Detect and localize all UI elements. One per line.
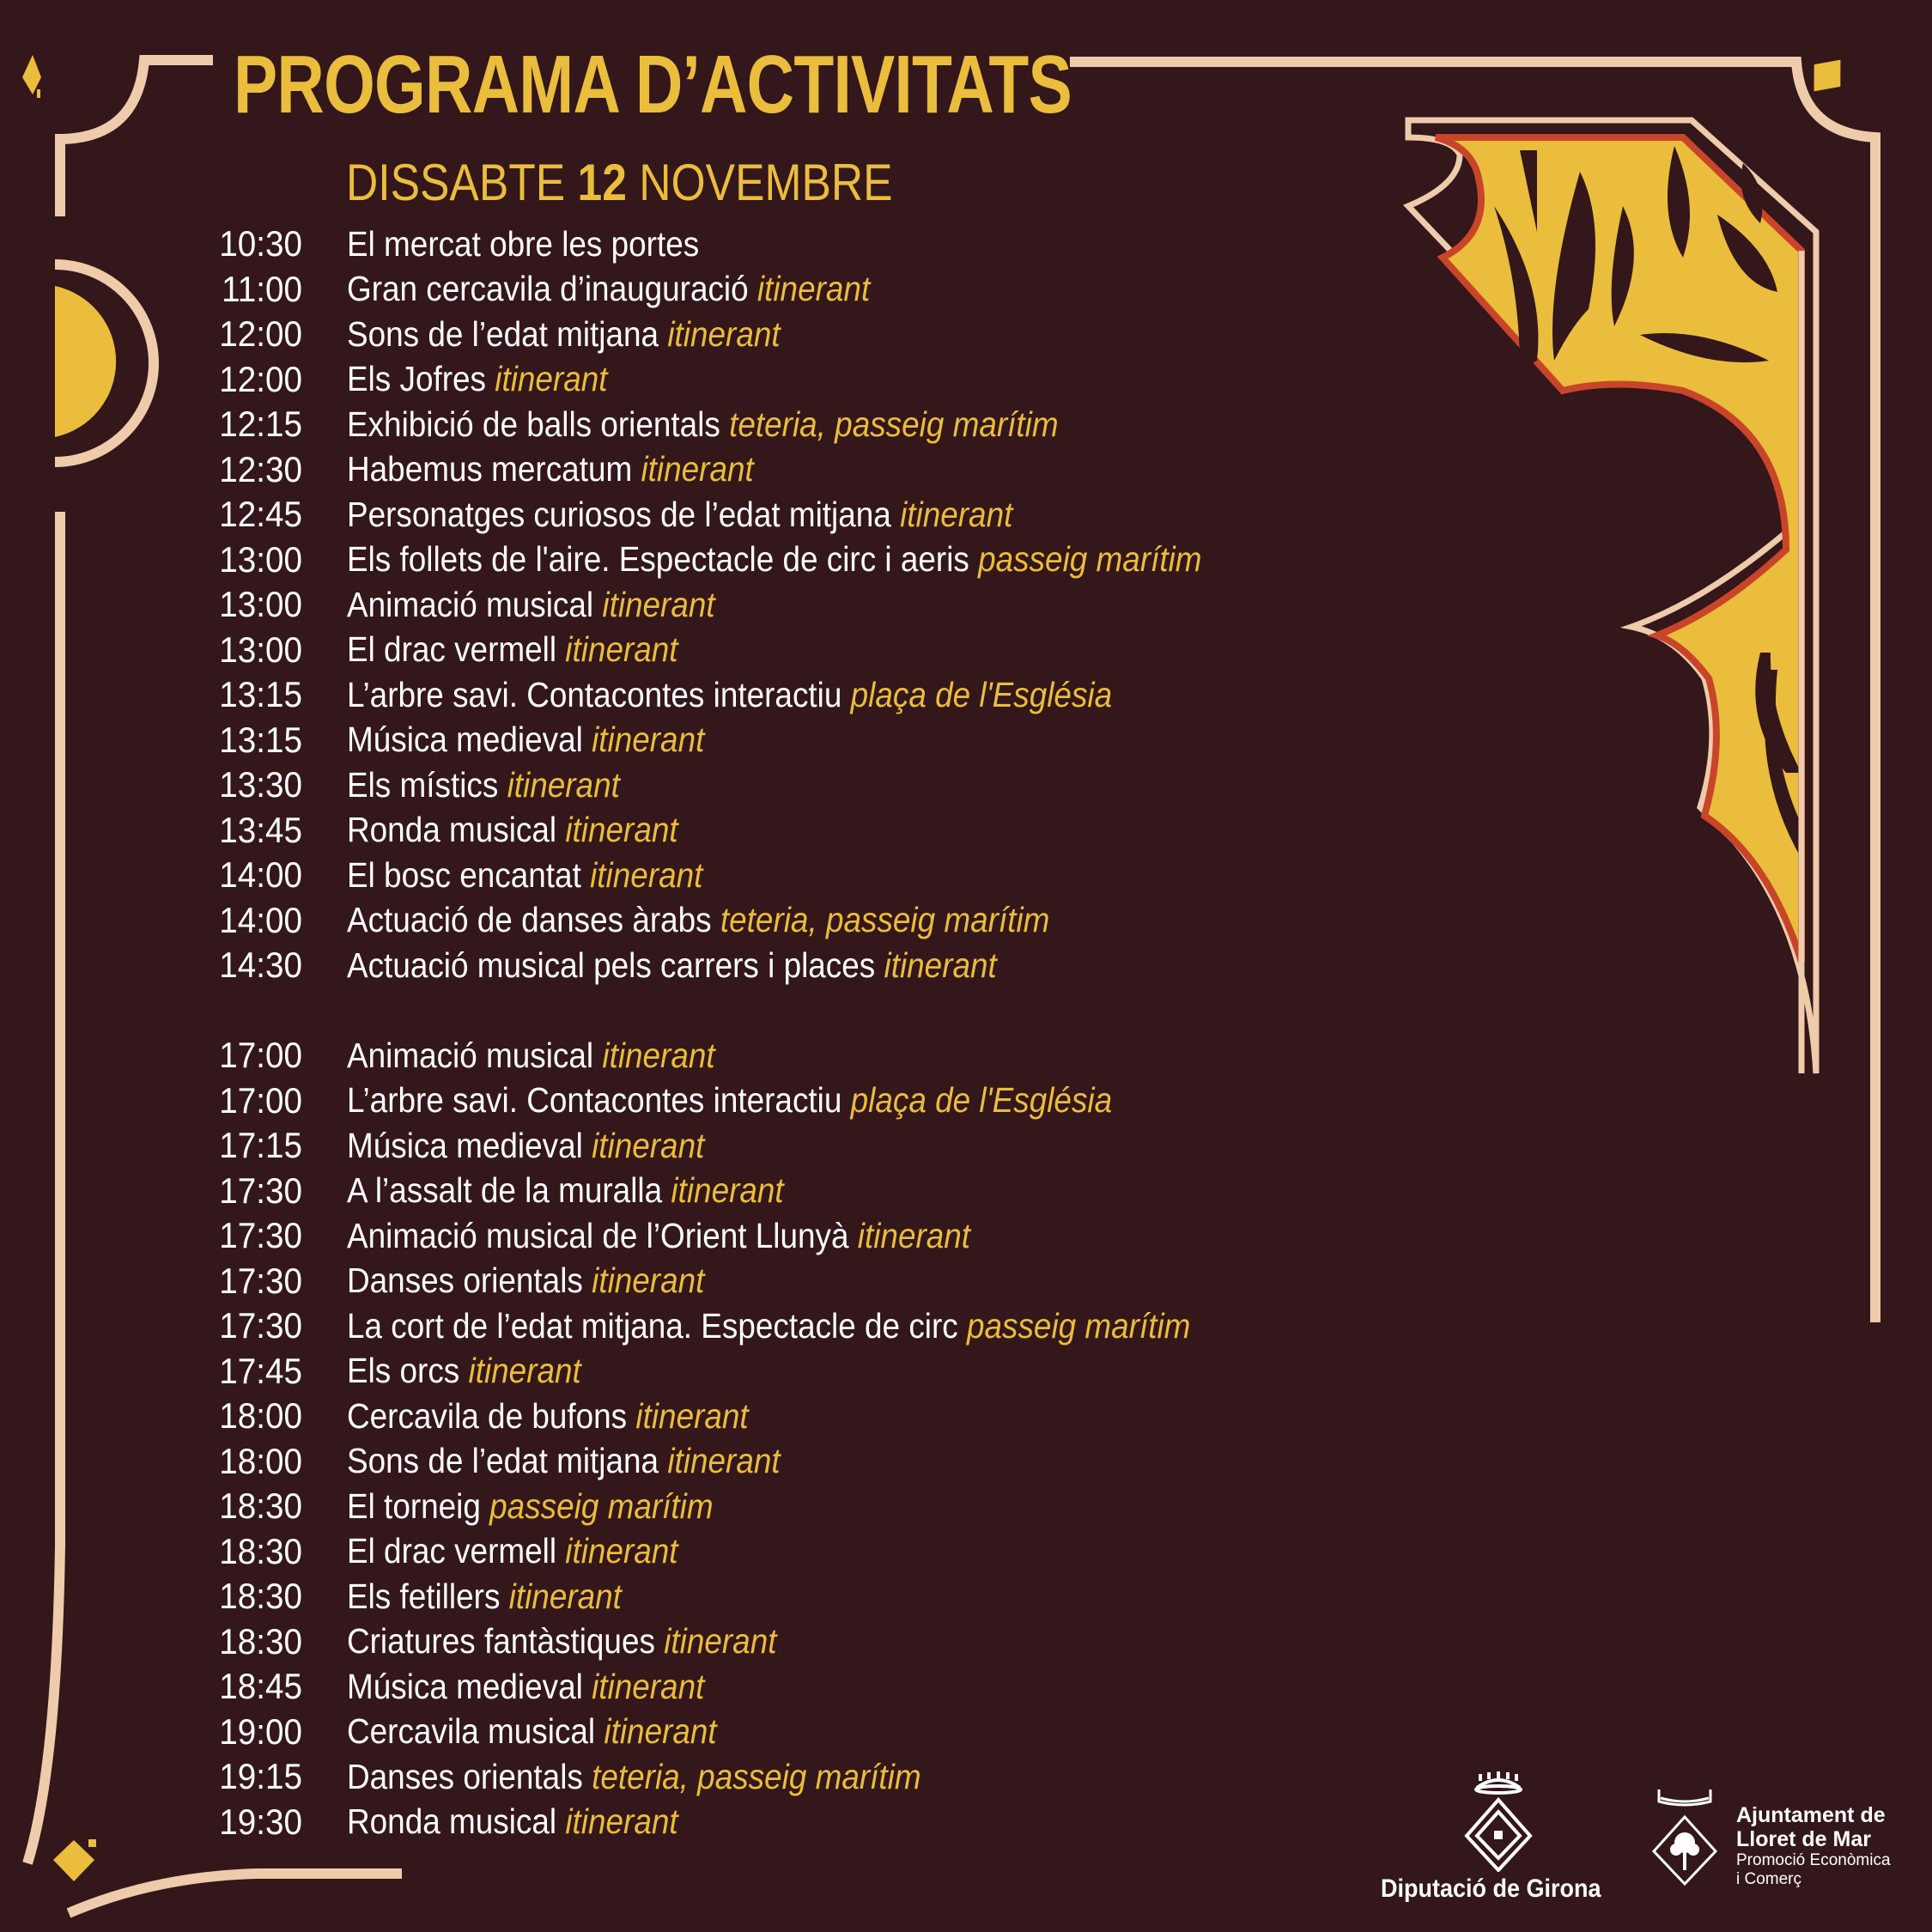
event-name: A l’assalt de la muralla: [347, 1170, 663, 1211]
event-name: Animació musical: [347, 584, 594, 624]
schedule-row: [172, 1754, 1297, 1800]
date-day: DISSABTE: [346, 154, 566, 211]
event-time: 13:00: [219, 584, 302, 625]
diputacio-girona-crest-icon: [1460, 1769, 1537, 1872]
event-name: L’arbre savi. Contacontes interactiu: [347, 674, 842, 714]
event-location: itinerant: [664, 1621, 777, 1662]
event-name: Ronda musical: [347, 810, 557, 850]
event-location: itinerant: [507, 764, 620, 805]
event-time: 19:30: [219, 1801, 302, 1842]
event-name: Sons de l’edat mitjana: [347, 1441, 659, 1481]
event-name: El torneig: [347, 1485, 481, 1526]
event-description: [347, 855, 702, 896]
event-name: Els orcs: [347, 1351, 460, 1391]
event-location: itinerant: [900, 494, 1013, 534]
event-time: 17:45: [219, 1350, 302, 1391]
event-location: itinerant: [565, 1801, 678, 1842]
event-description: [347, 720, 704, 760]
event-name: Animació musical de l’Orient Llunyà: [347, 1215, 849, 1255]
event-description: [347, 1667, 704, 1707]
event-time: 18:30: [219, 1576, 302, 1617]
event-time: 13:00: [219, 538, 302, 580]
event-location: itinerant: [565, 629, 678, 670]
schedule-row: [172, 628, 1297, 673]
event-location: teteria, passeig marítim: [729, 404, 1059, 444]
event-time: 17:00: [219, 1079, 302, 1121]
event-name: Danses orientals: [347, 1261, 583, 1301]
event-description: [347, 269, 870, 309]
event-description: [347, 629, 678, 670]
event-time: 12:30: [219, 448, 302, 489]
event-location: itinerant: [604, 1711, 717, 1752]
schedule-row: [172, 672, 1297, 718]
lloret-de-mar-crest-icon: [1650, 1783, 1719, 1886]
event-time: 13:15: [219, 719, 302, 760]
event-name: El drac vermell: [347, 1531, 557, 1571]
event-name: El mercat obre les portes: [347, 223, 700, 264]
event-time: 14:00: [219, 854, 302, 896]
event-time: 13:45: [219, 809, 302, 850]
event-description: [347, 1261, 704, 1301]
event-description: [347, 945, 997, 986]
event-time: 18:30: [219, 1485, 302, 1527]
event-time: 18:30: [219, 1530, 302, 1571]
event-description: [347, 1351, 581, 1391]
event-location: itinerant: [565, 1531, 678, 1571]
event-name: Cercavila de bufons: [347, 1395, 628, 1436]
event-description: [347, 1486, 714, 1527]
schedule-row: [172, 312, 1297, 357]
event-description: [347, 495, 1012, 535]
event-description: [347, 1711, 717, 1752]
event-location: itinerant: [635, 1395, 749, 1436]
event-time: 12:00: [219, 358, 302, 399]
event-name: Animació musical: [347, 1035, 594, 1075]
event-name: Actuació de danses àrabs: [347, 900, 712, 940]
event-description: [347, 359, 608, 399]
date-heading: [346, 153, 893, 213]
schedule-row: [172, 1710, 1297, 1755]
event-location: passeig marítim: [966, 1305, 1191, 1346]
event-name: Els místics: [347, 764, 499, 805]
event-description: [347, 1080, 1112, 1121]
event-location: itinerant: [592, 1261, 705, 1301]
event-time: 19:00: [219, 1710, 302, 1752]
event-description: [347, 1036, 715, 1076]
event-location: passeig marítim: [978, 539, 1202, 580]
event-location: itinerant: [495, 359, 608, 399]
event-time: 12:00: [219, 313, 302, 355]
event-time: 18:00: [219, 1395, 302, 1437]
event-name: Música medieval: [347, 1125, 583, 1165]
event-name: El drac vermell: [347, 629, 557, 670]
lloret-de-mar-label: Ajuntament de Lloret de Mar Promoció Econòmica i Comerç: [1736, 1803, 1891, 1888]
event-time: 14:30: [219, 945, 302, 986]
event-description: [347, 1531, 678, 1571]
event-location: itinerant: [667, 1441, 781, 1481]
schedule-row: [172, 1078, 1297, 1124]
event-name: Gran cercavila d’inauguració: [347, 269, 749, 309]
event-description: [347, 1621, 776, 1662]
event-time: 17:30: [219, 1170, 302, 1211]
schedule-row: [172, 1574, 1297, 1619]
event-description: [347, 404, 1059, 445]
event-description: [347, 675, 1112, 715]
event-description: [347, 1126, 704, 1166]
event-time: 10:30: [219, 223, 302, 264]
event-location: itinerant: [857, 1215, 971, 1255]
schedule-row: [172, 718, 1297, 763]
event-location: itinerant: [508, 1576, 622, 1616]
schedule-list: [172, 222, 1297, 1844]
event-description: [347, 1396, 749, 1437]
schedule-row: [172, 222, 1297, 267]
schedule-row: [172, 1664, 1297, 1710]
event-name: La cort de l’edat mitjana. Espectacle de circ: [347, 1305, 958, 1346]
event-location: plaça de l'Església: [850, 1080, 1113, 1121]
event-location: itinerant: [884, 945, 997, 985]
schedule-row: [172, 853, 1297, 898]
event-description: [347, 1170, 784, 1211]
schedule-row: [172, 762, 1297, 808]
event-time: 18:30: [219, 1620, 302, 1662]
event-location: teteria, passeig marítim: [720, 900, 1050, 940]
schedule-row: [172, 898, 1297, 944]
schedule-row: [172, 1484, 1297, 1529]
footer-logos: [1374, 1769, 1906, 1915]
date-month: NOVEMBRE: [639, 154, 893, 211]
event-location: itinerant: [590, 854, 703, 895]
event-name: Exhibició de balls orientals: [347, 404, 720, 444]
schedule-row: [172, 357, 1297, 403]
event-location: itinerant: [667, 313, 781, 354]
event-name: Danses orientals: [347, 1756, 583, 1796]
event-name: Actuació musical pels carrers i places: [347, 945, 876, 985]
event-description: [347, 1441, 781, 1481]
event-location: itinerant: [641, 449, 754, 489]
schedule-row: [172, 538, 1297, 583]
event-description: [347, 449, 754, 489]
schedule-row: [172, 582, 1297, 628]
event-location: itinerant: [602, 1035, 715, 1075]
event-description: [347, 539, 1202, 580]
event-description: [347, 1577, 622, 1617]
event-time: 13:00: [219, 629, 302, 670]
schedule-row: [172, 1169, 1297, 1214]
event-description: [347, 765, 620, 805]
event-time: 17:30: [219, 1215, 302, 1256]
event-location: teteria, passeig marítim: [592, 1756, 921, 1796]
event-name: Música medieval: [347, 720, 583, 760]
event-name: Personatges curiosos de l’edat mitjana: [347, 494, 891, 534]
event-time: 18:45: [219, 1666, 302, 1707]
schedule-row: [172, 1800, 1297, 1845]
event-description: [347, 1801, 678, 1842]
event-location: itinerant: [592, 1125, 705, 1165]
page-title: PROGRAMA D’ACTIVITATS: [234, 39, 1072, 131]
diputacio-girona-label: Diputació de Girona: [1381, 1874, 1601, 1903]
event-name: Habemus mercatum: [347, 449, 633, 489]
event-time: 12:15: [219, 404, 302, 445]
event-location: itinerant: [592, 720, 705, 760]
event-time: 12:45: [219, 494, 302, 535]
schedule-row: [172, 1619, 1297, 1665]
event-time: 19:15: [219, 1756, 302, 1797]
event-name: Música medieval: [347, 1666, 583, 1706]
event-description: [347, 1757, 921, 1797]
schedule-row: [172, 1213, 1297, 1259]
event-time: 13:15: [219, 674, 302, 715]
schedule-row: [172, 1439, 1297, 1485]
event-time: 11:00: [222, 268, 302, 309]
event-description: [347, 314, 781, 355]
event-location: passeig marítim: [489, 1485, 714, 1526]
event-name: Sons de l’edat mitjana: [347, 313, 659, 354]
schedule-row: [172, 492, 1297, 538]
event-name: Els Jofres: [347, 359, 486, 399]
event-description: [347, 1306, 1190, 1346]
event-location: itinerant: [671, 1170, 784, 1211]
event-description: [347, 224, 699, 264]
date-number: 12: [577, 154, 627, 211]
event-location: itinerant: [592, 1666, 705, 1706]
event-name: Cercavila musical: [347, 1711, 596, 1752]
schedule-row: [172, 1394, 1297, 1439]
event-time: 17:15: [219, 1125, 302, 1166]
event-name: Criatures fantàstiques: [347, 1621, 655, 1662]
event-name: Ronda musical: [347, 1801, 557, 1842]
event-time: 13:30: [219, 764, 302, 805]
event-time: 18:00: [219, 1440, 302, 1481]
schedule-row: [172, 1349, 1297, 1394]
schedule-row: [172, 1303, 1297, 1349]
schedule-row: [172, 447, 1297, 493]
event-location: itinerant: [756, 269, 871, 309]
event-location: itinerant: [602, 584, 715, 624]
event-location: plaça de l'Església: [850, 674, 1113, 714]
schedule-row: [172, 808, 1297, 854]
event-time: 17:30: [219, 1260, 302, 1301]
event-time: 17:30: [219, 1305, 302, 1346]
event-name: El bosc encantat: [347, 854, 581, 895]
event-description: [347, 900, 1049, 940]
event-name: Els follets de l'aire. Espectacle de circ i aeris: [347, 539, 969, 580]
schedule-row: [172, 267, 1297, 313]
schedule-row: [172, 1123, 1297, 1169]
schedule-row: [172, 402, 1297, 447]
event-location: itinerant: [468, 1351, 581, 1391]
event-description: [347, 810, 678, 850]
schedule-row: [172, 1033, 1297, 1078]
event-name: Els fetillers: [347, 1576, 501, 1616]
event-description: [347, 585, 715, 625]
event-location: itinerant: [565, 810, 678, 850]
event-description: [347, 1216, 970, 1256]
event-time: 17:00: [219, 1035, 302, 1076]
event-time: 14:00: [219, 899, 302, 940]
schedule-row: [172, 1529, 1297, 1575]
schedule-row: [172, 943, 1297, 988]
schedule-row: [172, 1259, 1297, 1304]
event-name: L’arbre savi. Contacontes interactiu: [347, 1080, 842, 1121]
